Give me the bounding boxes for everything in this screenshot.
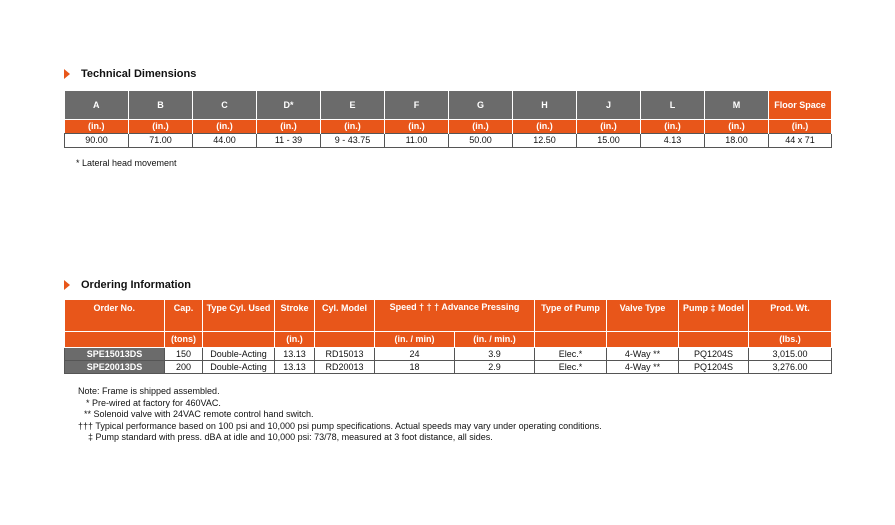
speed-advance-unit: (in. / min) [375, 332, 455, 348]
tech-unit-cell: (in.) [65, 120, 129, 134]
tech-header-row [65, 91, 832, 120]
pump-model-cell: PQ1204S [679, 361, 749, 374]
tech-value-cell: 11.00 [385, 134, 449, 148]
speed-header: Speed † † † Advance Pressing [375, 300, 535, 332]
cap-cell: 150 [165, 348, 203, 361]
tech-unit-cell: (in.) [193, 120, 257, 134]
type-of-pump-header: Type of Pump [535, 300, 607, 332]
type-of-pump-cell: Elec.* [535, 348, 607, 361]
tech-header-cell: F [385, 91, 449, 120]
tech-values-row [65, 134, 832, 148]
footnote-frame: Note: Frame is shipped assembled. [78, 386, 220, 396]
pump-model-unit [679, 332, 749, 348]
ordering-info-title-text: Ordering Information [81, 279, 191, 291]
tech-header-cell: J [577, 91, 641, 120]
cyl-model-header: Cyl. Model [315, 300, 375, 332]
tech-header-cell: C [193, 91, 257, 120]
tech-unit-cell: (in.) [321, 120, 385, 134]
table-row [65, 361, 832, 374]
tech-value-cell: 4.13 [641, 134, 705, 148]
valve-type-header: Valve Type [607, 300, 679, 332]
tech-unit-cell: (in.) [705, 120, 769, 134]
speed-advance-cell: 18 [375, 361, 455, 374]
tech-header-cell: H [513, 91, 577, 120]
tech-unit-cell: (in.) [513, 120, 577, 134]
tech-unit-cell: (in.) [641, 120, 705, 134]
footnote-performance: ††† Typical performance based on 100 psi and 10,000 psi pump specifications. Actual speeds may vary under operating conditions. [78, 420, 602, 431]
tech-unit-cell: (in.) [129, 120, 193, 134]
order-no-cell: SPE20013DS [65, 361, 165, 374]
ordering-header-row [65, 300, 832, 332]
footnote-pump: ‡ Pump standard with press. dBA at idle and 10,000 psi: 73/78, measured at 3 foot distance, all sides. [88, 432, 493, 442]
footnote-prewired: * Pre-wired at factory for 460VAC. [86, 397, 221, 408]
stroke-cell: 13.13 [275, 361, 315, 374]
tech-value-cell: 12.50 [513, 134, 577, 148]
prod-wt-header: Prod. Wt. [749, 300, 832, 332]
tech-unit-cell: (in.) [769, 120, 832, 134]
cyl-model-cell: RD20013 [315, 361, 375, 374]
cyl-model-cell: RD15013 [315, 348, 375, 361]
tech-header-cell: E [321, 91, 385, 120]
prod-wt-cell: 3,015.00 [749, 348, 832, 361]
tech-value-cell: 71.00 [129, 134, 193, 148]
stroke-unit: (in.) [275, 332, 315, 348]
cyl-model-unit [315, 332, 375, 348]
valve-type-cell: 4-Way ** [607, 361, 679, 374]
footnote-solenoid: ** Solenoid valve with 24VAC remote control hand switch. [84, 409, 314, 419]
tech-value-cell: 44.00 [193, 134, 257, 148]
tech-header-cell: B [129, 91, 193, 120]
tech-header-cell-floor-space: Floor Space [769, 91, 832, 120]
cap-header: Cap. [165, 300, 203, 332]
speed-pressing-cell: 3.9 [455, 348, 535, 361]
tech-dimensions-title [64, 68, 196, 80]
tech-value-cell: 11 - 39 [257, 134, 321, 148]
tech-unit-cell: (in.) [449, 120, 513, 134]
valve-type-unit [607, 332, 679, 348]
tech-header-cell: L [641, 91, 705, 120]
valve-type-cell: 4-Way ** [607, 348, 679, 361]
type-of-pump-cell: Elec.* [535, 361, 607, 374]
speed-pressing-unit: (in. / min.) [455, 332, 535, 348]
lateral-head-note: * Lateral head movement [76, 158, 177, 168]
tech-header-cell: G [449, 91, 513, 120]
type-of-pump-unit [535, 332, 607, 348]
type-header: Type Cyl. Used [203, 300, 275, 332]
orange-arrow-icon [64, 69, 70, 79]
tech-dimensions-table [64, 91, 832, 148]
ordering-unit-row [65, 332, 832, 348]
order-no-unit [65, 332, 165, 348]
cap-unit: (tons) [165, 332, 203, 348]
type-cell: Double-Acting [203, 361, 275, 374]
cap-cell: 200 [165, 361, 203, 374]
tech-value-cell: 90.00 [65, 134, 129, 148]
tech-unit-cell: (in.) [577, 120, 641, 134]
tech-value-cell: 9 - 43.75 [321, 134, 385, 148]
pump-model-cell: PQ1204S [679, 348, 749, 361]
order-no-header: Order No. [65, 300, 165, 332]
ordering-footnotes [78, 386, 602, 444]
tech-value-cell: 15.00 [577, 134, 641, 148]
tech-unit-cell: (in.) [385, 120, 449, 134]
ordering-info-title [64, 279, 191, 291]
type-cell: Double-Acting [203, 348, 275, 361]
speed-pressing-cell: 2.9 [455, 361, 535, 374]
tech-unit-row [65, 120, 832, 134]
tech-header-cell: D* [257, 91, 321, 120]
table-row [65, 348, 832, 361]
orange-arrow-icon [64, 280, 70, 290]
prod-wt-cell: 3,276.00 [749, 361, 832, 374]
tech-unit-cell: (in.) [257, 120, 321, 134]
speed-advance-cell: 24 [375, 348, 455, 361]
stroke-header: Stroke [275, 300, 315, 332]
pump-model-header: Pump ‡ Model [679, 300, 749, 332]
tech-dimensions-title-text: Technical Dimensions [81, 68, 197, 80]
tech-header-cell: M [705, 91, 769, 120]
tech-value-cell: 18.00 [705, 134, 769, 148]
type-unit [203, 332, 275, 348]
ordering-table [64, 300, 832, 374]
tech-header-cell: A [65, 91, 129, 120]
prod-wt-unit: (lbs.) [749, 332, 832, 348]
tech-value-cell: 44 x 71 [769, 134, 832, 148]
order-no-cell: SPE15013DS [65, 348, 165, 361]
tech-value-cell: 50.00 [449, 134, 513, 148]
stroke-cell: 13.13 [275, 348, 315, 361]
